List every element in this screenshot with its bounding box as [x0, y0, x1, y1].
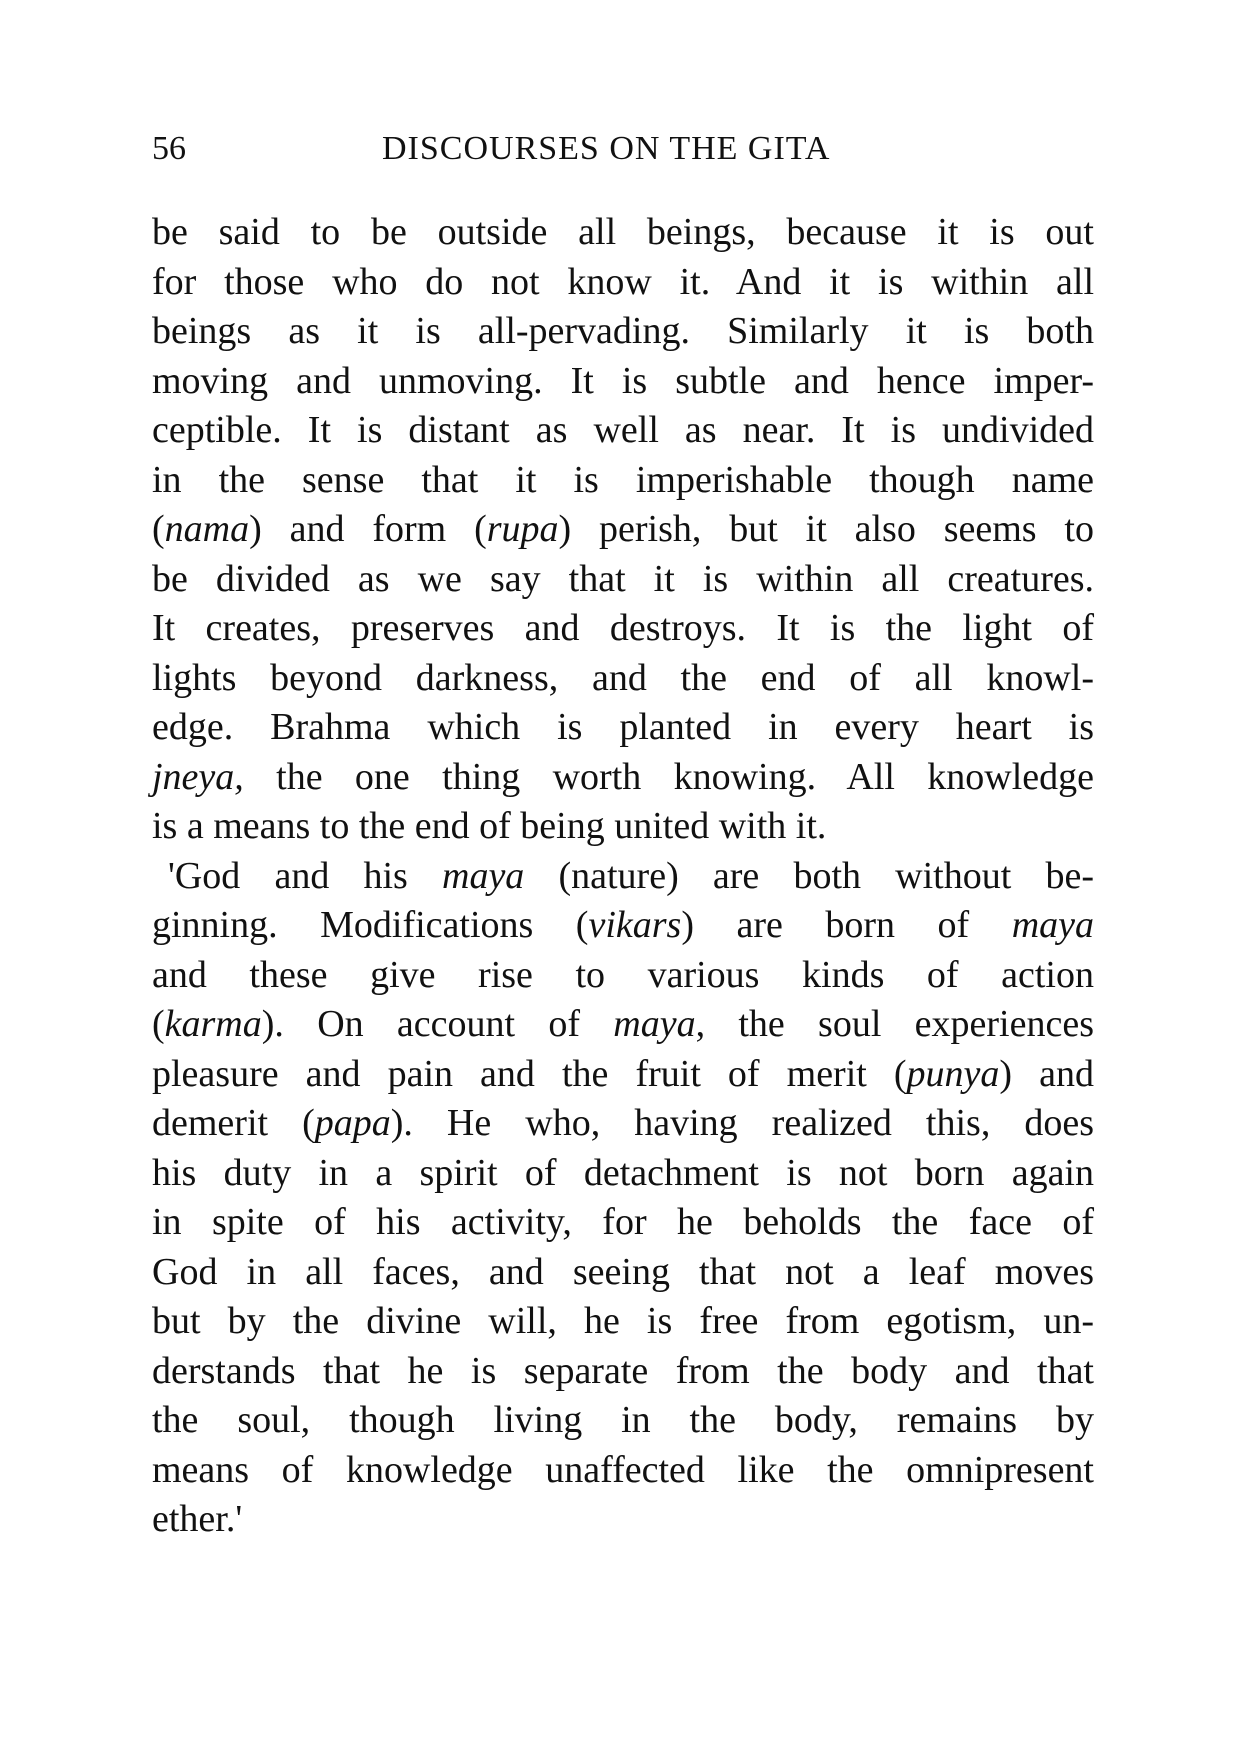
text-line: It creates, preserves and destroys. It is the light of: [152, 607, 1094, 649]
text-line: [152, 1000, 1094, 1050]
italic-term-jneya: jneya,: [152, 755, 244, 798]
text-run: ). On account of: [261, 1003, 614, 1045]
text-line: in spite of his activity, for he beholds the face of: [152, 1201, 1094, 1243]
text-line: is a means to the end of being united with it.: [152, 805, 827, 847]
italic-term-papa: papa: [314, 1102, 391, 1144]
italic-term-karma: karma: [164, 1003, 262, 1045]
text-line: means of knowledge unaffected like the omnipresent: [152, 1448, 1094, 1491]
text-line: for those who do not know it. And it is within all: [152, 260, 1094, 303]
italic-term-punya: punya: [906, 1052, 1000, 1095]
body-text: [152, 208, 1094, 1545]
text-run: ginning. Modifications (: [152, 904, 589, 946]
text-line: edge. Brahma which is planted in every heart is: [152, 706, 1094, 748]
text-line: beings as it is all-pervading. Similarly it is both: [152, 310, 1094, 352]
text-line: [152, 505, 1094, 555]
text-line: the soul, though living in the body, remains by: [152, 1399, 1094, 1441]
text-line: derstands that he is separate from the body and that: [152, 1349, 1094, 1392]
text-run: (nature) are both without be-: [524, 854, 1094, 897]
text-run: (: [152, 1003, 165, 1045]
text-line: [152, 1050, 1094, 1100]
text-line: [152, 901, 1094, 951]
text-run: ) and: [999, 1052, 1094, 1095]
paragraph-2: [152, 852, 1094, 1545]
paragraph-1: [152, 208, 1094, 852]
running-head: [152, 124, 1092, 174]
page-number: 56: [152, 130, 186, 167]
text-run: ) perish, but it also seems to: [558, 508, 1094, 550]
italic-term-nama: nama: [164, 508, 250, 550]
italic-term-rupa: rupa: [486, 508, 559, 550]
text-line: [152, 852, 1094, 902]
text-line: ceptible. It is distant as well as near. It is undivided: [152, 409, 1094, 451]
text-line: ether.': [152, 1498, 243, 1540]
text-run: ) are born of: [681, 904, 1012, 946]
text-line: [152, 753, 1094, 803]
text-line: [152, 1099, 1094, 1149]
text-line: and these give rise to various kinds of action: [152, 953, 1094, 996]
italic-term-maya: maya: [613, 1003, 696, 1045]
text-run: the one thing worth knowing. All knowledge: [243, 755, 1094, 798]
text-line: his duty in a spirit of detachment is not born again: [152, 1151, 1094, 1194]
text-line: lights beyond darkness, and the end of all knowl-: [152, 656, 1094, 699]
italic-term-vikars: vikars: [588, 904, 682, 946]
book-title: DISCOURSES ON THE GITA: [382, 130, 831, 167]
text-run: ) and form (: [249, 508, 487, 550]
text-run: (: [152, 508, 165, 550]
italic-term-maya: maya: [442, 854, 525, 897]
text-run: pleasure and pain and the fruit of merit (: [152, 1052, 907, 1095]
text-line: but by the divine will, he is free from egotism, un-: [152, 1300, 1094, 1342]
text-run: , the soul experiences: [695, 1003, 1094, 1045]
text-line: in the sense that it is imperishable though name: [152, 458, 1094, 501]
text-run: 'God and his: [168, 854, 442, 897]
text-run: ). He who, having realized this, does: [390, 1102, 1095, 1144]
italic-term-maya: maya: [1011, 904, 1094, 946]
text-line: be divided as we say that it is within all creatures.: [152, 557, 1094, 600]
text-line: God in all faces, and seeing that not a leaf moves: [152, 1250, 1094, 1293]
text-line: moving and unmoving. It is subtle and hence imper-: [152, 359, 1094, 402]
text-run: demerit (: [152, 1102, 315, 1144]
text-line: be said to be outside all beings, because it is out: [152, 211, 1094, 253]
